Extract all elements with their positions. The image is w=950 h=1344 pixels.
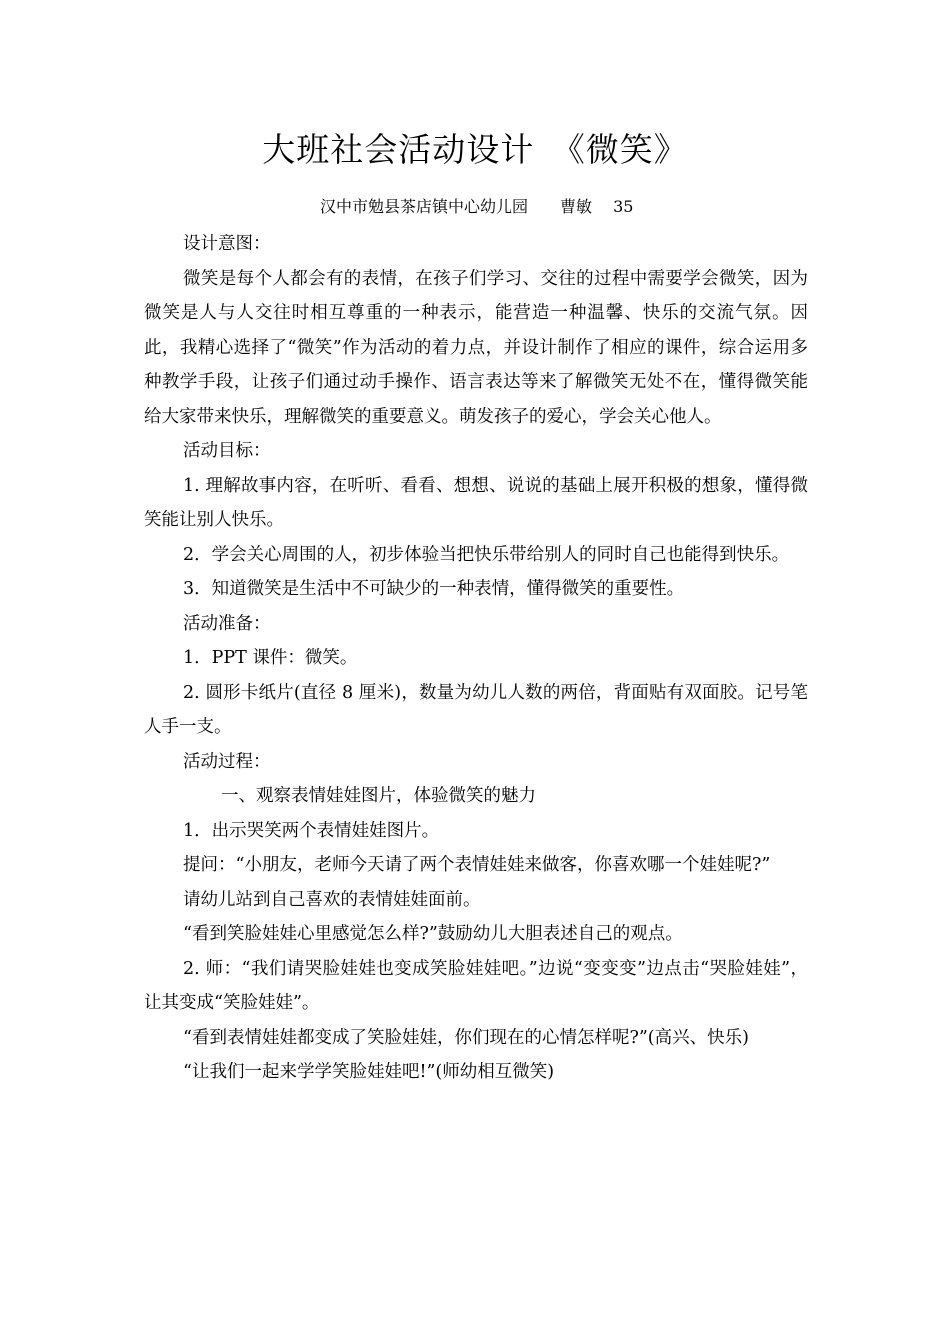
paragraph: 微笑是每个人都会有的表情，在孩子们学习、交往的过程中需要学会微笑，因为微笑是人与人交往时相互尊重的一种表示，能营造一种温馨、快乐的交流气氛。因此，我精心选择了“微笑”作为活动的着力点，并设计制作了相应的课件，综合运用多种教学手段，让孩子们通过动手操作、语言表达等来了解微笑无处不在，懂得微笑能给大家带来快乐，理解微笑的重要意义。萌发孩子的爱心，学会关心他人。 — [144, 268, 808, 427]
paragraph: 1．出示哭笑两个表情娃娃图片。 — [183, 820, 440, 841]
paragraph: 1．PPT 课件：微笑。 — [183, 648, 358, 668]
paragraph: 2. 师：“我们请哭脸娃娃也变成笑脸娃娃吧。”边说“变变变”边点击“哭脸娃娃”，让其变成“笑脸娃娃”。 — [144, 958, 808, 1013]
section-heading: 设计意图： — [183, 234, 271, 254]
section-heading: 活动过程： — [183, 751, 271, 772]
section-heading: 活动目标： — [183, 441, 271, 461]
paragraph: 3．知道微笑是生活中不可缺少的一种表情，懂得微笑的重要性。 — [183, 579, 685, 599]
paragraph: “看到表情娃娃都变成了笑脸娃娃，你们现在的心情怎样呢?”(高兴、快乐) — [183, 1027, 749, 1048]
section-heading: 活动准备： — [183, 613, 271, 634]
paragraph: 2. 圆形卡纸片(直径 8 厘米)，数量为幼儿人数的两倍，背面贴有双面胶。记号笔人手一支。 — [144, 682, 808, 737]
paragraph: “让我们一起来学学笑脸娃娃吧!”(师幼相互微笑) — [183, 1062, 555, 1082]
paragraph: 提问：“小朋友，老师今天请了两个表情娃娃来做客，你喜欢哪一个娃娃呢?” — [183, 855, 771, 875]
paragraph: “看到笑脸娃娃心里感觉怎么样?”鼓励幼儿大胆表述自己的观点。 — [183, 924, 683, 944]
subsection-heading: 一、观察表情娃娃图片，体验微笑的魅力 — [221, 786, 536, 806]
document-body — [144, 227, 808, 1090]
author-line: 汉中市勉县茶店镇中心幼儿园 曹敏 35 — [320, 197, 634, 216]
document-title: 大班社会活动设计 《微笑》 — [262, 130, 688, 169]
paragraph: 1. 理解故事内容，在听听、看看、想想、说说的基础上展开积极的想象，懂得微笑能让别人快乐。 — [144, 475, 808, 530]
paragraph: 2．学会关心周围的人，初步体验当把快乐带给别人的同时自己也能得到快乐。 — [183, 544, 790, 565]
paragraph: 请幼儿站到自己喜欢的表情娃娃面前。 — [183, 889, 481, 910]
